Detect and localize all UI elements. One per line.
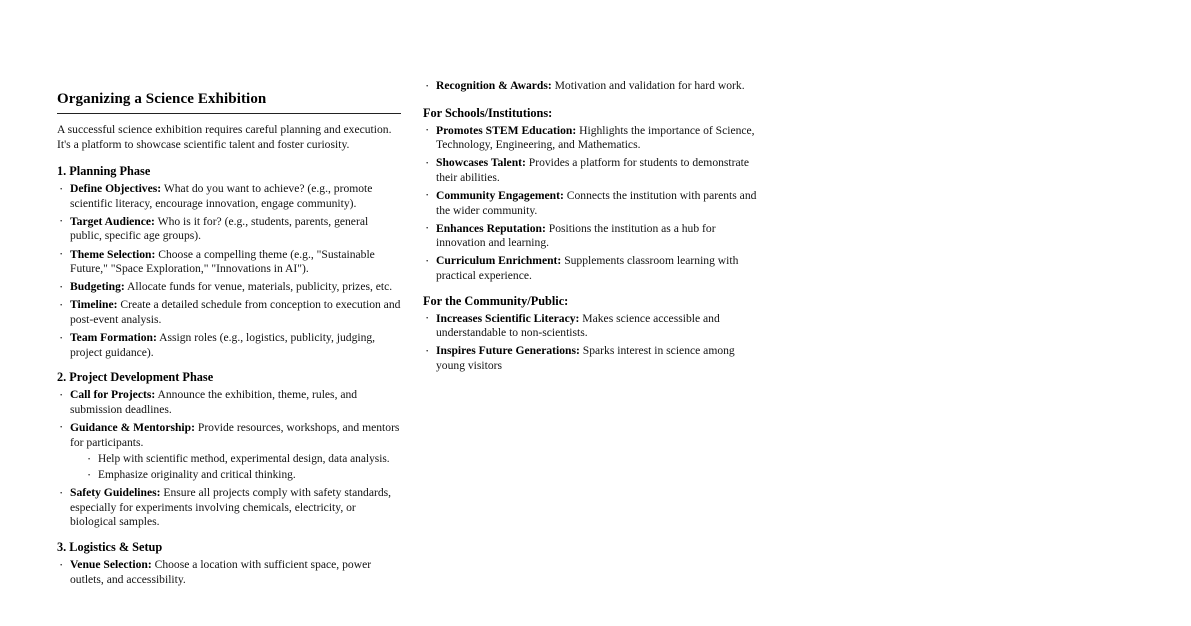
- list-item-text: Provide resources, workshops, and mentors for participants.: [70, 420, 400, 449]
- list-item-text: Announce the exhibition, theme, rules, and submission deadlines.: [70, 388, 358, 416]
- list-item-text: Sparks interest in science among young visitors: [436, 344, 735, 372]
- list-item: [423, 254, 759, 283]
- left-column: [57, 0, 402, 587]
- list-item: [57, 331, 402, 360]
- list-item-lead: Recognition & Awards:: [436, 79, 552, 92]
- bullet-list: [57, 558, 402, 587]
- section-heading: 2. Project Development Phase: [57, 370, 214, 385]
- list-item-lead: Curriculum Enrichment:: [436, 254, 562, 268]
- left-sections: [57, 163, 402, 587]
- bullet-list: [57, 388, 402, 530]
- list-item-lead: Timeline:: [70, 298, 118, 312]
- section-heading: 1. Planning Phase: [57, 164, 151, 179]
- list-item-text: Connects the institution with parents and the wider community.: [436, 188, 757, 217]
- list-item-text: Motivation and validation for hard work.: [554, 79, 745, 92]
- list-item-text: Provides a platform for students to demonstrate their abilities.: [436, 156, 750, 184]
- list-item-lead: Target Audience:: [70, 214, 155, 228]
- right-sections: [423, 105, 759, 374]
- section-heading: For Schools/Institutions:: [423, 105, 553, 120]
- sub-list-item: · Help with scientific method, experimental design, data analysis.: [86, 452, 402, 467]
- list-item: [57, 248, 402, 277]
- list-item: [423, 124, 759, 153]
- list-item: [423, 312, 759, 341]
- list-item-lead: Call for Projects:: [70, 388, 156, 402]
- bullet-list: [423, 312, 759, 374]
- bullet-list: [57, 182, 402, 360]
- list-item: [57, 388, 402, 417]
- bullet-list: [423, 124, 759, 284]
- list-item-lead: Enhances Reputation:: [436, 221, 546, 235]
- title-divider: [57, 113, 401, 114]
- list-item-lead: Promotes STEM Education:: [436, 123, 577, 137]
- list-item-lead: Team Formation:: [70, 331, 157, 345]
- list-item-lead: Increases Scientific Literacy:: [436, 311, 580, 325]
- list-item-text: Choose a compelling theme (e.g., "Sustainable Future," "Space Exploration," "Innovations in AI").: [70, 247, 375, 276]
- list-item-lead: Safety Guidelines:: [70, 486, 161, 500]
- sub-list: [70, 452, 402, 483]
- list-item-text: Assign roles (e.g., logistics, publicity, judging, project guidance).: [70, 331, 376, 359]
- list-item-text: Allocate funds for venue, materials, publicity, prizes, etc.: [127, 280, 393, 294]
- list-item-lead: Theme Selection:: [70, 247, 156, 261]
- sub-list-item: · Emphasize originality and critical thinking.: [86, 468, 402, 483]
- list-item: [57, 486, 402, 530]
- list-item: [423, 156, 759, 185]
- section-heading: For the Community/Public:: [423, 293, 569, 308]
- list-item: [423, 344, 759, 373]
- list-item-text: Choose a location with sufficient space, power outlets, and accessibility.: [70, 558, 372, 586]
- list-item: [57, 421, 402, 483]
- list-item-lead: Venue Selection:: [70, 558, 152, 572]
- list-item: [57, 215, 402, 244]
- right-column: [423, 0, 759, 373]
- list-item-text: Positions the institution as a hub for innovation and learning.: [436, 221, 716, 250]
- intro-paragraph: A successful science exhibition requires careful planning and execution. It's a platform to showcase scientific talent and foster curiosity.: [57, 123, 392, 151]
- list-item: [423, 79, 759, 94]
- list-item-text: Supplements classroom learning with practical experience.: [436, 254, 739, 282]
- list-item: [57, 558, 402, 587]
- page-title: Organizing a Science Exhibition: [57, 91, 267, 107]
- list-item: [57, 298, 402, 327]
- list-item: [423, 189, 759, 218]
- section-heading: 3. Logistics & Setup: [57, 540, 163, 555]
- list-item-lead: Budgeting:: [70, 280, 125, 294]
- list-item-text: Who is it for? (e.g., students, parents, general public, specific age groups).: [70, 214, 369, 243]
- list-item-lead: Inspires Future Generations:: [436, 344, 580, 358]
- list-item: [57, 182, 402, 211]
- list-item-lead: Showcases Talent:: [436, 156, 526, 170]
- list-item-lead: Guidance & Mentorship:: [70, 420, 195, 434]
- list-item-lead: Community Engagement:: [436, 188, 564, 202]
- continued-list: [423, 79, 759, 94]
- list-item: [423, 222, 759, 251]
- list-item-text: What do you want to achieve? (e.g., promote scientific literacy, encourage innovation, engage community).: [70, 182, 373, 210]
- list-item-text: Makes science accessible and understandable to non-scientists.: [436, 311, 720, 340]
- list-item-text: Create a detailed schedule from conception to execution and post-event analysis.: [70, 298, 401, 326]
- list-item-text: Ensure all projects comply with safety standards, especially for experiments involving chemicals, electricity, or biological samples.: [70, 486, 392, 529]
- list-item-lead: Define Objectives:: [70, 182, 162, 196]
- list-item: [57, 280, 402, 295]
- list-item-text: Highlights the importance of Science, Technology, Engineering, and Mathematics.: [436, 123, 755, 152]
